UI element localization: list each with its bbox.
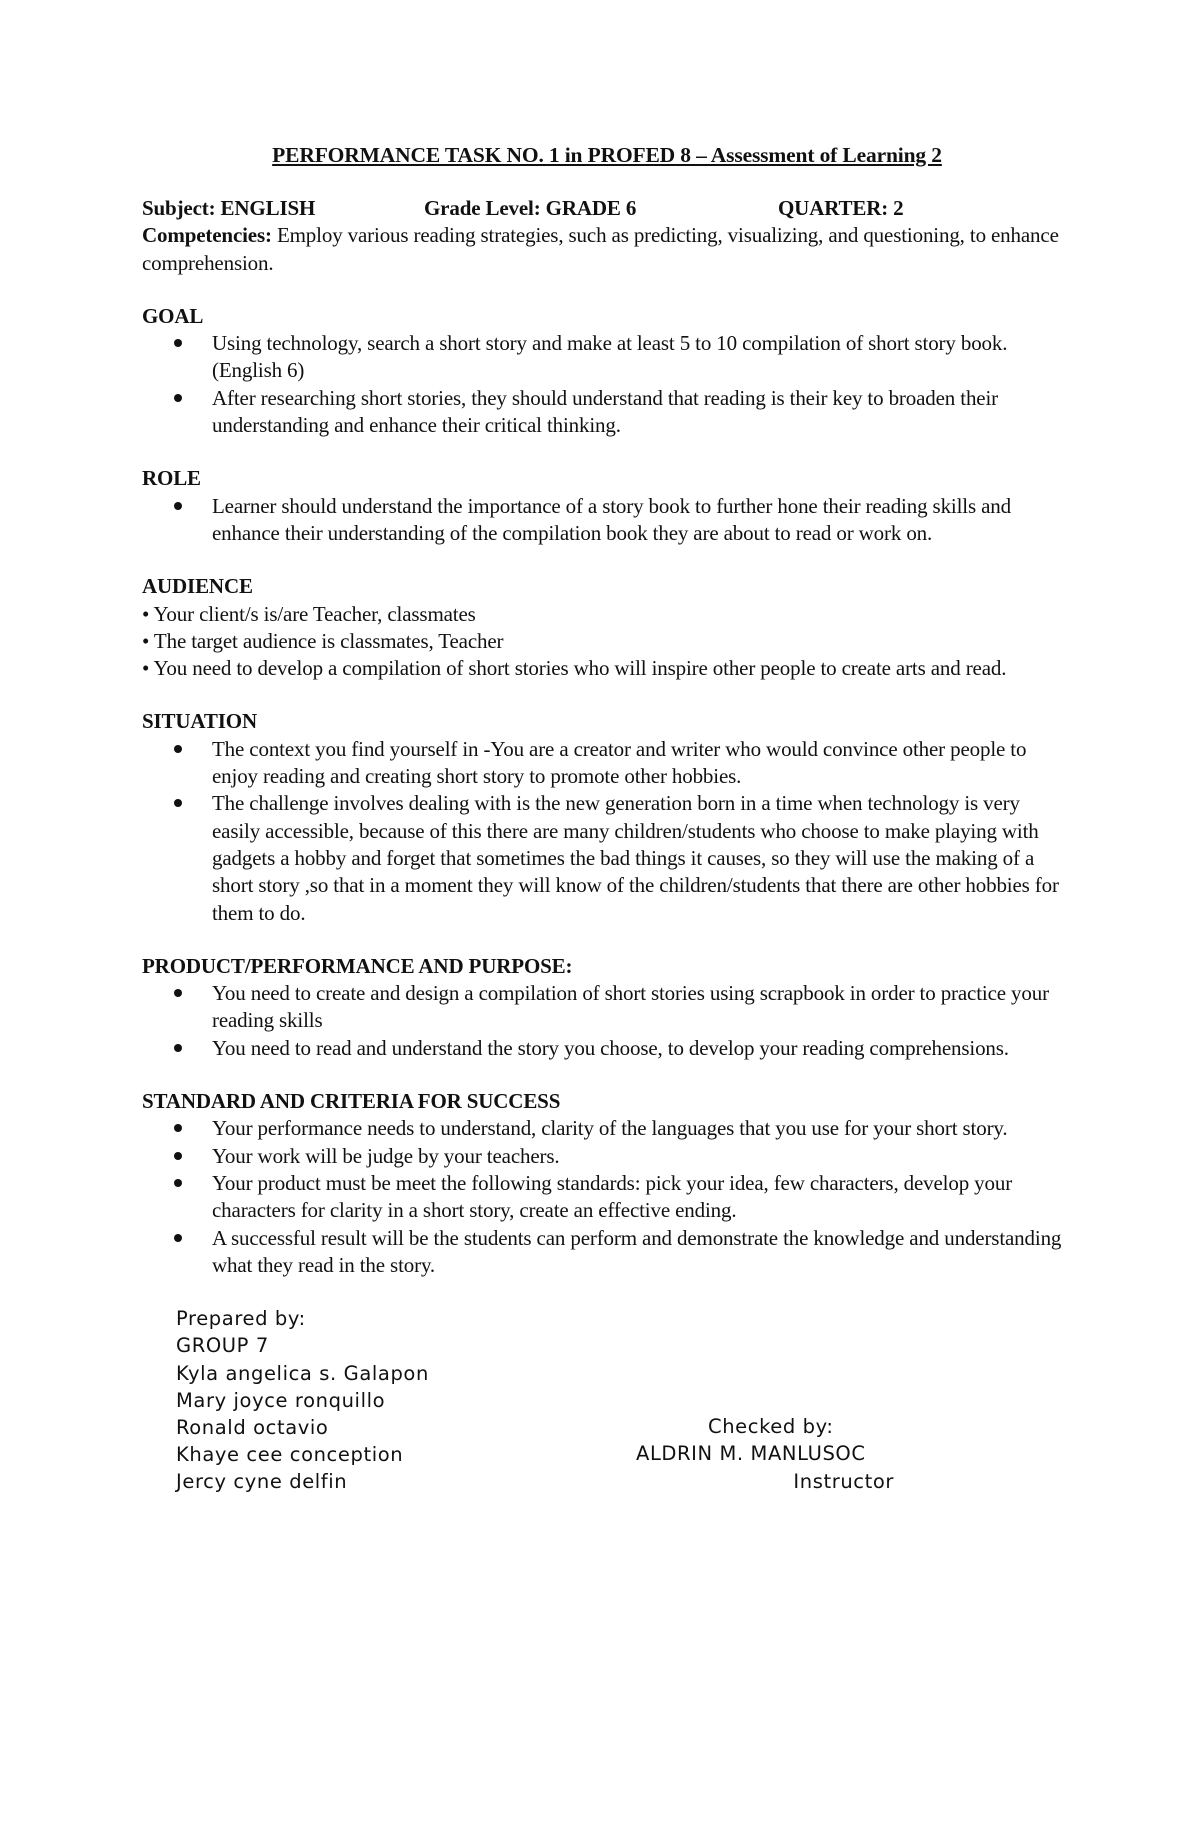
group-member: Khaye cee conception bbox=[176, 1443, 404, 1467]
list-item bbox=[142, 330, 1072, 385]
bullet-icon bbox=[174, 1124, 182, 1132]
role-heading: ROLE bbox=[142, 466, 201, 491]
bullet-icon bbox=[174, 1152, 182, 1160]
list-item-text: Your work will be judge by your teachers. bbox=[212, 1143, 560, 1168]
bullet-icon bbox=[174, 339, 182, 347]
list-item-text: Using technology, search a short story and make at least 5 to 10 compilation of short story book. (English 6) bbox=[212, 331, 1008, 383]
list-item bbox=[142, 1225, 1072, 1280]
list-item bbox=[142, 1115, 1072, 1142]
goal-heading: GOAL bbox=[142, 303, 204, 328]
group-name: GROUP 7 bbox=[176, 1334, 269, 1358]
prepared-by-block bbox=[176, 1305, 429, 1495]
standard-list bbox=[142, 1115, 1072, 1279]
situation-heading: SITUATION bbox=[142, 709, 257, 734]
instructor-name: ALDRIN M. MANLUSOC bbox=[636, 1442, 866, 1466]
audience-line: • Your client/s is/are Teacher, classmates bbox=[142, 601, 476, 626]
checked-by-label: Checked by: bbox=[708, 1415, 834, 1439]
list-item bbox=[142, 736, 1072, 791]
bullet-icon bbox=[174, 745, 182, 753]
audience-section bbox=[142, 573, 1072, 682]
group-member: Jercy cyne delfin bbox=[176, 1470, 348, 1494]
situation-section bbox=[142, 708, 1072, 926]
bullet-icon bbox=[174, 394, 182, 402]
subject-info-row bbox=[142, 195, 1072, 222]
role-section bbox=[142, 465, 1072, 547]
bullet-icon bbox=[174, 989, 182, 997]
audience-line: • The target audience is classmates, Teacher bbox=[142, 628, 504, 653]
list-item-text: You need to create and design a compilation of short stories using scrapbook in order to practice your reading skills bbox=[212, 981, 1049, 1033]
competencies bbox=[142, 222, 1072, 277]
list-item bbox=[142, 1035, 1072, 1062]
subject-label: Subject: ENGLISH bbox=[142, 196, 316, 221]
signature-block bbox=[142, 1305, 1072, 1505]
group-member: Kyla angelica s. Galapon bbox=[176, 1361, 429, 1385]
list-item-text: Your product must be meet the following standards: pick your idea, few characters, develop your characters for clarity in a short story, create an effective ending. bbox=[212, 1170, 1013, 1223]
instructor-title: Instructor bbox=[793, 1469, 894, 1493]
list-item bbox=[142, 790, 1072, 926]
bullet-icon bbox=[174, 1044, 182, 1052]
standard-heading: STANDARD AND CRITERIA FOR SUCCESS bbox=[142, 1089, 561, 1114]
prepared-by-label: Prepared by: bbox=[176, 1307, 306, 1331]
bullet-icon bbox=[174, 1179, 182, 1187]
group-member: Ronald octavio bbox=[176, 1415, 329, 1439]
document-title: PERFORMANCE TASK NO. 1 in PROFED 8 – Assessment of Learning 2 bbox=[272, 143, 942, 167]
list-item-text: A successful result will be the students can perform and demonstrate the knowledge and understanding what they read in the story. bbox=[212, 1225, 1062, 1277]
group-member: Mary joyce ronquillo bbox=[176, 1388, 386, 1412]
bullet-icon bbox=[174, 502, 182, 510]
list-item bbox=[142, 1143, 1072, 1170]
list-item-text: You need to read and understand the story you choose, to develop your reading comprehensions. bbox=[212, 1035, 1009, 1060]
checked-by-block bbox=[636, 1413, 896, 1495]
audience-heading: AUDIENCE bbox=[142, 574, 253, 599]
list-item bbox=[142, 1170, 1072, 1225]
product-heading: PRODUCT/PERFORMANCE AND PURPOSE: bbox=[142, 953, 573, 978]
list-item-text: The context you find yourself in -You are a creator and writer who would convince other people to enjoy reading and creating short story to promote other hobbies. bbox=[212, 736, 1027, 789]
list-item bbox=[142, 980, 1072, 1035]
goal-list bbox=[142, 330, 1072, 439]
document-body bbox=[142, 142, 1072, 1505]
bullet-icon bbox=[174, 1234, 182, 1242]
product-list bbox=[142, 980, 1072, 1062]
list-item-text: Your performance needs to understand, clarity of the languages that you use for your short story. bbox=[212, 1116, 1008, 1141]
list-item bbox=[142, 493, 1072, 548]
goal-section bbox=[142, 303, 1072, 439]
competencies-label: Competencies: bbox=[142, 223, 272, 248]
competencies-text: Employ various reading strategies, such as predicting, visualizing, and questioning, to enhance comprehension. bbox=[142, 223, 1059, 275]
list-item-text: The challenge involves dealing with is the new generation born in a time when technology is very easily accessible, because of this there are many children/students who choose to make playing with gadgets a hobby and forget that sometimes the bad things it causes, so they will use the making of a short story ,so that in a moment they will know of the children/students that there are other hobbies for them to do. bbox=[212, 791, 1059, 925]
bullet-icon bbox=[174, 799, 182, 807]
list-item-text: Learner should understand the importance of a story book to further hone their reading skills and enhance their understanding of the compilation book they are about to read or work on. bbox=[212, 493, 1011, 545]
quarter-label: QUARTER: 2 bbox=[778, 196, 904, 221]
situation-list bbox=[142, 736, 1072, 927]
list-item bbox=[142, 385, 1072, 440]
product-section bbox=[142, 953, 1072, 1062]
audience-line: • You need to develop a compilation of short stories who will inspire other people to create arts and read. bbox=[142, 656, 1007, 681]
list-item-text: After researching short stories, they should understand that reading is their key to broaden their understanding and enhance their critical thinking. bbox=[212, 385, 998, 438]
grade-level-label: Grade Level: GRADE 6 bbox=[424, 196, 637, 221]
standard-section bbox=[142, 1088, 1072, 1279]
role-list bbox=[142, 493, 1072, 548]
